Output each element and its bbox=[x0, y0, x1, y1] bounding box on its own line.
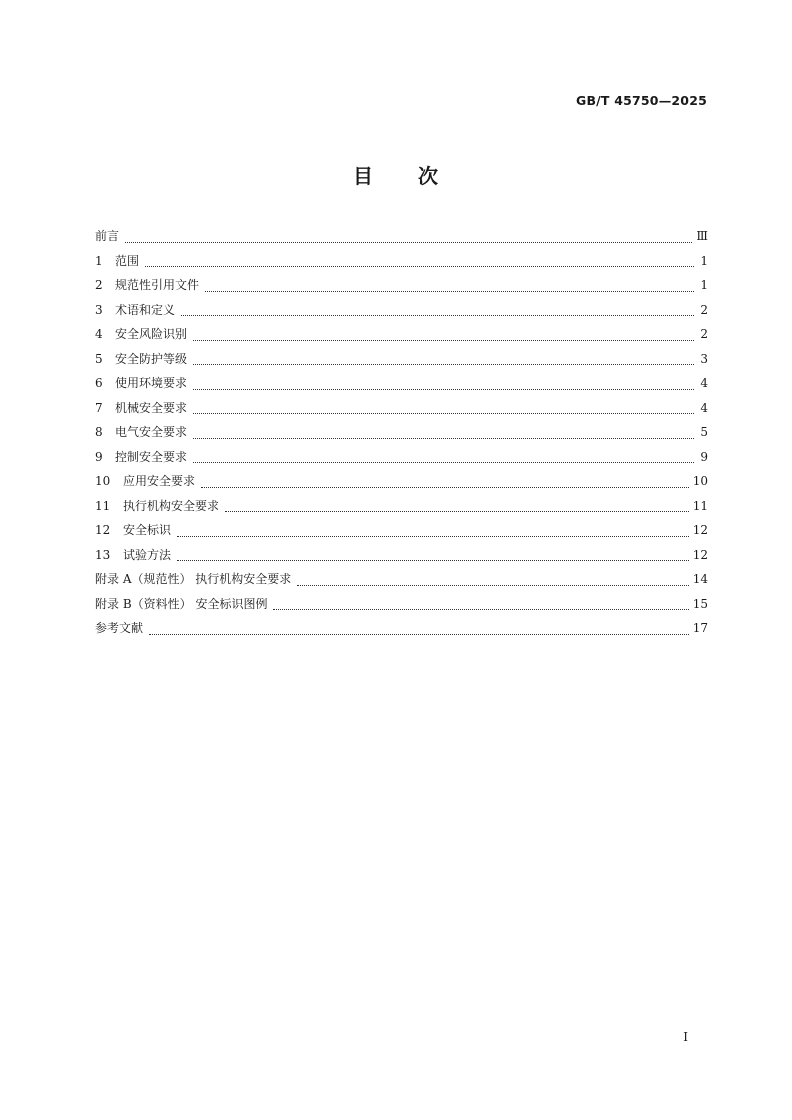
toc-entry-number: 2 bbox=[95, 278, 103, 292]
toc-entry[interactable] bbox=[95, 522, 708, 547]
toc-entry-page: 15 bbox=[692, 596, 708, 611]
page-title-second: 次 bbox=[418, 164, 439, 188]
toc-entry-page: 3 bbox=[700, 351, 708, 366]
toc-entry[interactable] bbox=[95, 326, 708, 351]
toc-entry-page: 9 bbox=[700, 449, 708, 464]
toc-entry-number: 6 bbox=[95, 376, 103, 390]
toc-entry[interactable] bbox=[95, 253, 708, 278]
toc-entry-number: 3 bbox=[95, 302, 103, 317]
toc-entry-label: 8 电气安全要求 bbox=[95, 425, 188, 439]
toc-entry-number: 11 bbox=[95, 498, 111, 513]
toc-entry-page: 17 bbox=[692, 621, 708, 635]
toc-entry-page: 14 bbox=[692, 572, 708, 586]
toc-entry-page: 5 bbox=[700, 425, 708, 439]
toc-leader-dots bbox=[149, 624, 689, 635]
toc-entry[interactable] bbox=[95, 571, 708, 596]
toc-entry-page: 2 bbox=[700, 302, 708, 317]
toc-entry-label: 13 试验方法 bbox=[95, 547, 172, 562]
toc-entry[interactable] bbox=[95, 228, 708, 253]
toc-leader-dots bbox=[125, 232, 692, 243]
toc-entry[interactable] bbox=[95, 498, 708, 523]
toc-entry-page: 12 bbox=[692, 523, 708, 537]
toc-entry-page: 4 bbox=[700, 376, 708, 390]
toc-entry-page: 2 bbox=[700, 327, 708, 341]
toc-leader-dots bbox=[193, 403, 694, 414]
toc-entry-number: 12 bbox=[95, 523, 111, 537]
toc-leader-dots bbox=[205, 281, 694, 292]
toc-entry-label: 1 范围 bbox=[95, 253, 140, 268]
toc-entry-number: 5 bbox=[95, 351, 103, 366]
toc-entry-label: 10 应用安全要求 bbox=[95, 474, 196, 488]
page-number: I bbox=[683, 1030, 688, 1044]
toc-leader-dots bbox=[177, 526, 689, 537]
toc-entry[interactable] bbox=[95, 424, 708, 449]
toc-entry[interactable] bbox=[95, 596, 708, 621]
toc-entry-label: 7 机械安全要求 bbox=[95, 400, 188, 415]
toc-entry-label: 3 术语和定义 bbox=[95, 302, 176, 317]
toc-leader-dots bbox=[273, 599, 688, 610]
toc-entry[interactable] bbox=[95, 547, 708, 572]
toc-entry-page: Ⅲ bbox=[696, 229, 708, 243]
toc-entry-label: 附录 A（规范性） 执行机构安全要求 bbox=[95, 572, 292, 586]
toc-entry-label: 9 控制安全要求 bbox=[95, 449, 188, 464]
toc-entry-label: 5 安全防护等级 bbox=[95, 351, 188, 366]
toc-entry-page: 1 bbox=[700, 253, 708, 268]
toc-leader-dots bbox=[193, 354, 694, 365]
toc-entry-label: 12 安全标识 bbox=[95, 523, 172, 537]
toc-entry-label: 附录 B（资料性） 安全标识图例 bbox=[95, 596, 268, 611]
toc-entry-label: 4 安全风险识别 bbox=[95, 327, 188, 341]
toc-leader-dots bbox=[145, 256, 694, 267]
toc-entry[interactable] bbox=[95, 400, 708, 425]
page-title bbox=[0, 160, 792, 189]
toc-entry-page: 11 bbox=[692, 498, 708, 513]
toc-entry-page: 12 bbox=[692, 547, 708, 562]
toc-entry-label: 11 执行机构安全要求 bbox=[95, 498, 220, 513]
toc-entry[interactable] bbox=[95, 449, 708, 474]
toc-leader-dots bbox=[193, 330, 694, 341]
toc-entry[interactable] bbox=[95, 302, 708, 327]
standard-code: GB/T 45750—2025 bbox=[575, 93, 707, 108]
toc-leader-dots bbox=[193, 379, 694, 390]
toc-entry-number: 4 bbox=[95, 327, 103, 341]
table-of-contents bbox=[95, 228, 708, 645]
toc-entry-number: 7 bbox=[95, 400, 103, 415]
toc-entry-number: 1 bbox=[95, 253, 103, 268]
toc-entry-page: 10 bbox=[692, 474, 708, 488]
toc-leader-dots bbox=[193, 452, 694, 463]
toc-entry-page: 4 bbox=[700, 400, 708, 415]
toc-entry[interactable] bbox=[95, 351, 708, 376]
toc-entry-number: 10 bbox=[95, 474, 111, 488]
toc-entry[interactable] bbox=[95, 277, 708, 302]
toc-entry[interactable] bbox=[95, 620, 708, 645]
toc-leader-dots bbox=[181, 305, 694, 316]
toc-entry-label: 2 规范性引用文件 bbox=[95, 278, 200, 292]
toc-leader-dots bbox=[225, 501, 689, 512]
toc-entry-page: 1 bbox=[700, 278, 708, 292]
toc-entry-number: 13 bbox=[95, 547, 111, 562]
toc-entry-label: 6 使用环境要求 bbox=[95, 376, 188, 390]
toc-entry-label: 前言 bbox=[95, 229, 120, 243]
toc-leader-dots bbox=[177, 550, 689, 561]
toc-leader-dots bbox=[297, 575, 688, 586]
toc-leader-dots bbox=[193, 428, 694, 439]
toc-entry[interactable] bbox=[95, 473, 708, 498]
toc-entry[interactable] bbox=[95, 375, 708, 400]
toc-entry-number: 8 bbox=[95, 425, 103, 439]
page-title-first: 目 bbox=[353, 164, 374, 188]
toc-leader-dots bbox=[201, 477, 689, 488]
toc-entry-number: 9 bbox=[95, 449, 103, 464]
toc-entry-label: 参考文献 bbox=[95, 621, 144, 635]
